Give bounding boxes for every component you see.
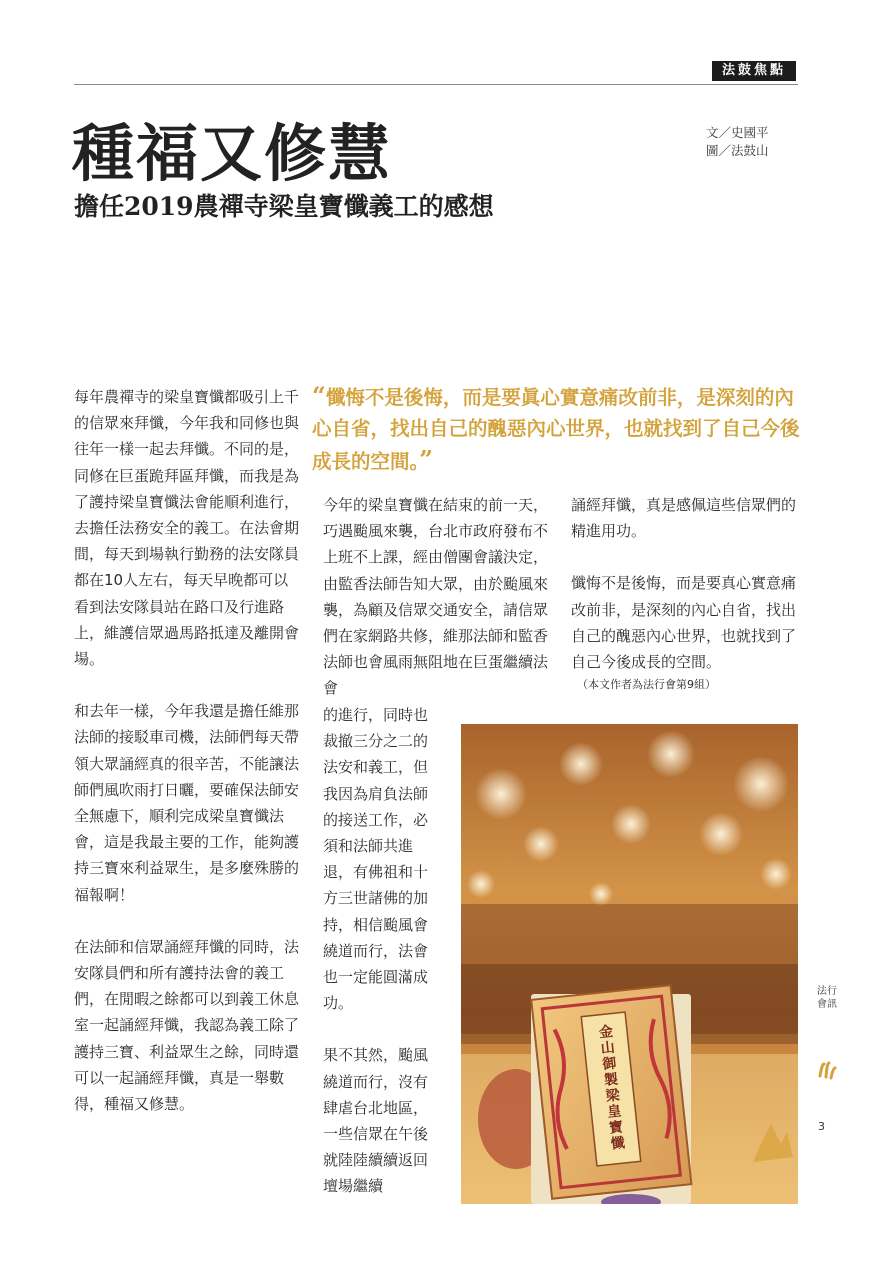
photo-sutra-book xyxy=(461,724,798,1204)
paragraph: 今年的梁皇寶懺在結束的前一天，巧遇颱風來襲，台北市政府發布不上班不上課，經由僧團會議決定，由監香法師告知大眾，由於颱風來襲，為顧及信眾交通安全，請信眾們在家網路共修，維那法師和監香法師也會風雨無阻地在巨蛋繼續法會 xyxy=(323,496,549,698)
photo-credit: 圖／法鼓山 xyxy=(706,143,769,158)
open-quote-mark: “ xyxy=(312,381,326,410)
column-2 xyxy=(323,492,550,702)
column-3 xyxy=(571,492,798,695)
paragraph-continued: 的進行，同時也裁撤三分之二的法安和義工，但我因為肩負法師的接送工作，必須和法師共進退，有佛祖和十方三世諸佛的加持，相信颱風會繞道而行，法會也一定能圓滿成功。 xyxy=(323,706,429,1013)
pull-quote xyxy=(312,380,802,477)
paragraph: 每年農禪寺的梁皇寶懺都吸引上千的信眾來拜懺，今年我和同修也與往年一樣一起去拜懺。不同的是，同修在巨蛋跪拜區拜懺，而我是為了護持梁皇寶懺法會能順利進行，去擔任法務安全的義工。在法會期間，每天到場執行勤務的法安隊員都在10人左右，每天早晚都可以看到法安隊員站在路口及行進路上，維護信眾過馬路抵達及離開會場。 xyxy=(74,388,300,669)
book-title: 金山御製梁皇寶懺 xyxy=(596,1023,626,1153)
column-1 xyxy=(74,384,302,1117)
article-subtitle: 擔任2019農禪寺梁皇寶懺義工的感想 xyxy=(74,192,494,221)
top-rule xyxy=(74,84,798,85)
author-note: （本文作者為法行會第9組） xyxy=(577,678,716,692)
logo-glyph-icon xyxy=(816,1060,838,1084)
publication-mark: 法行會訊 xyxy=(817,986,837,1010)
paragraph: 懺悔不是後悔，而是要真心實意痛改前非，是深刻的內心自省，找出自己的醜惡內心世界，也就找到了自己今後成長的空間。 xyxy=(571,574,797,672)
author-credit: 文／史國平 xyxy=(706,125,769,140)
credits xyxy=(706,124,769,160)
article-title: 種福又修慧 xyxy=(72,117,393,190)
paragraph: 果不其然，颱風繞道而行，沒有肆虐台北地區，一些信眾在午後就陸陸續續返回壇場繼續 xyxy=(323,1046,429,1196)
close-quote-mark: ” xyxy=(419,445,434,474)
page-number: 3 xyxy=(818,1120,825,1133)
paragraph: 和去年一樣，今年我還是擔任維那法師的接駁車司機，法師們每天帶領大眾誦經真的很辛苦，不能讓法師們風吹雨打日曬，要確保法師安全無慮下，順利完成梁皇寶懺法會，這是我最主要的工作，能夠護持三寶來利益眾生，是多麼殊勝的福報啊！ xyxy=(74,702,300,904)
paragraph: 誦經拜懺，真是感佩這些信眾們的精進用功。 xyxy=(571,496,797,541)
paragraph: 在法師和信眾誦經拜懺的同時，法安隊員們和所有護持法會的義工們，在閒暇之餘都可以到義工休息室一起誦經拜懺，我認為義工除了護持三寶、利益眾生之餘，同時還可以一起誦經拜懺，真是一舉數得，種福又修慧。 xyxy=(74,937,300,1114)
pull-quote-text: 懺悔不是後悔，而是要眞心實意痛改前非，是深刻的內心自省，找出自己的醜惡內心世界，也就找到了自己今後成長的空間。 xyxy=(312,386,800,473)
column-2-narrow xyxy=(323,702,441,1200)
section-tag: 法鼓焦點 xyxy=(712,61,796,81)
